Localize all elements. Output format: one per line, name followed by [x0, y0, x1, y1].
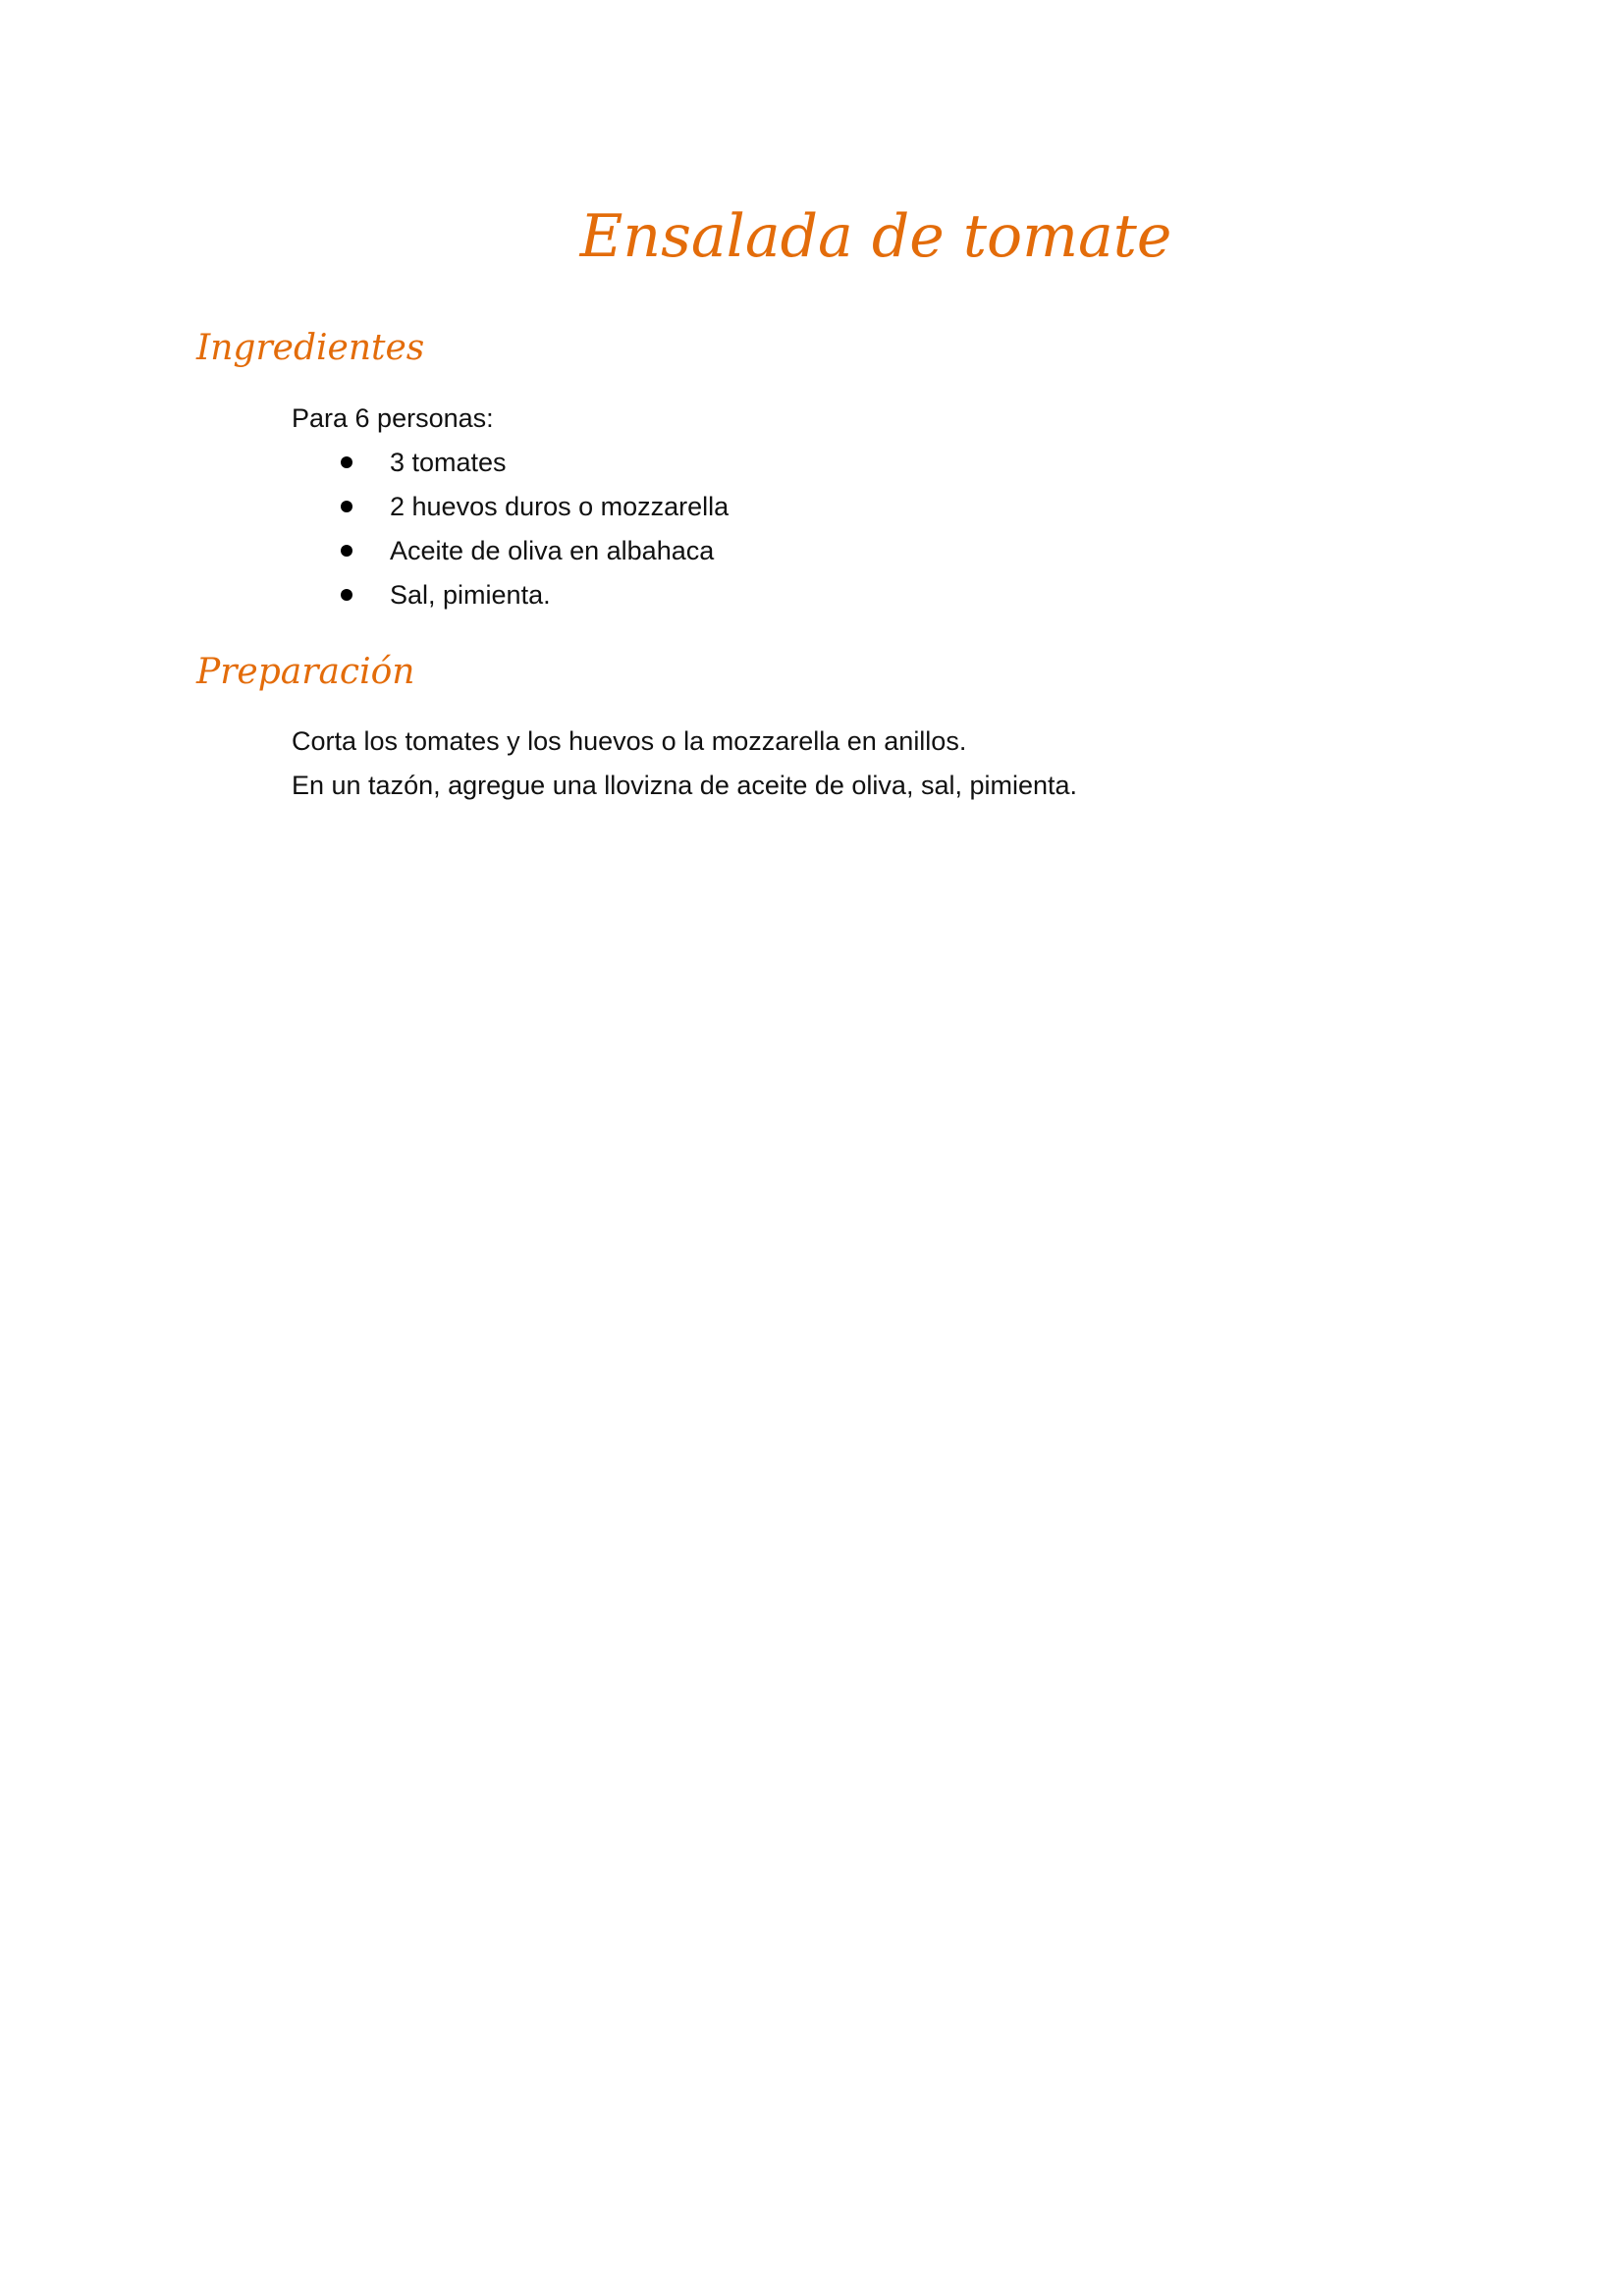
preparation-text	[292, 720, 1077, 808]
ingredient-item	[292, 485, 729, 529]
ingredient-text: Aceite de oliva en albahaca	[390, 536, 715, 565]
ingredient-text: 2 huevos duros o mozzarella	[390, 492, 730, 521]
ingredients-heading: Ingredientes	[196, 328, 425, 368]
bullet-icon	[341, 545, 352, 557]
preparation-heading: Preparación	[196, 652, 415, 692]
ingredient-item	[292, 529, 729, 573]
ingredient-item	[292, 573, 729, 617]
bullet-icon	[341, 456, 352, 468]
bullet-icon	[341, 501, 352, 512]
servings-text: Para 6 personas:	[292, 403, 494, 433]
preparation-line: Corta los tomates y los huevos o la mozzarella en anillos.	[292, 726, 967, 756]
ingredients-list	[292, 441, 729, 617]
ingredient-text: Sal, pimienta.	[390, 580, 551, 610]
ingredient-item	[292, 441, 729, 485]
bullet-icon	[341, 589, 352, 601]
preparation-line: En un tazón, agregue una llovizna de aceite de oliva, sal, pimienta.	[292, 771, 1078, 800]
recipe-title: Ensalada de tomate	[579, 202, 1172, 271]
ingredient-text: 3 tomates	[390, 448, 507, 477]
